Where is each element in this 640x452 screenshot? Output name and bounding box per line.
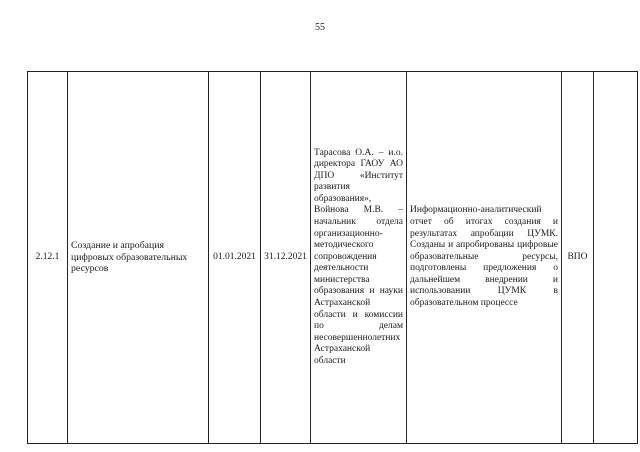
- responsible-cell: Тарасова О.А. – и.о. директора ГАОУ АО ДПО «Институт развития образования», Войнова М.В. – начальник отдела организационно-методического сопровождения деятельности министерства образования и науки Астраханской области и комиссии по делам несовершеннолетних Астраханской области: [311, 72, 407, 444]
- start-date-cell: 01.01.2021: [209, 72, 261, 444]
- result-cell: Информационно-аналитический отчет об итогах создания и результатах апробации ЦУМК. Созданы и апробированы цифровые образовательные ресурсы, подготовлены предложения о дальнейшем внедрении и использовании ЦУМК в образовательном процессе: [407, 72, 562, 444]
- table-row: [28, 72, 638, 444]
- page-number: 55: [315, 22, 325, 33]
- plan-table: [27, 71, 638, 444]
- executor-cell: ВПО: [562, 72, 594, 444]
- end-date-cell: 31.12.2021: [261, 72, 311, 444]
- activity-name-cell: Создание и апробация цифровых образовательных ресурсов: [68, 72, 209, 444]
- row-number-cell: 2.12.1: [28, 72, 68, 444]
- empty-cell: [594, 72, 638, 444]
